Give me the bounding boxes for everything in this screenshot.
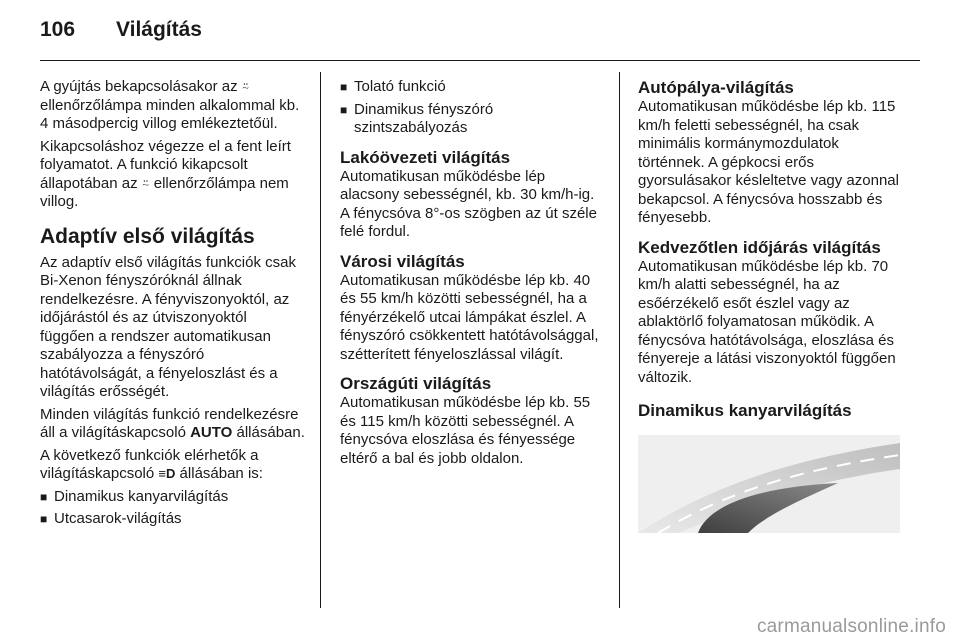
bullet-icon: ■: [40, 512, 48, 526]
page-header: [40, 18, 202, 48]
paragraph: Minden világítás funkció rendelkezésre áll a világításkapcsoló AUTO állásában.: [40, 405, 305, 441]
paragraph: A gyújtás bekapcsolásakor az ⍨ ellenőrzőlámpa minden alkalommal kb. 4 másodpercig villog emlékeztetőül.: [40, 78, 300, 132]
subsection-heading: Kedvezőtlen időjárás világítás: [638, 237, 881, 257]
headlamp-icon: ⍨: [241, 79, 250, 94]
subsection-heading: Lakóövezeti világítás: [340, 147, 511, 167]
paragraph: Automatikusan működésbe lép alacsony sebességnél, kb. 30 km/h-ig. A fénycsóva 8°-os szögben az út széle felé fordul.: [340, 167, 597, 240]
list-item: ■ Utcasarok-világítás: [40, 510, 182, 527]
subsection-heading: Országúti világítás: [340, 374, 492, 393]
subsection-heading: Autópálya-világítás: [638, 78, 794, 97]
subsection-heading: Városi világítás: [340, 251, 465, 271]
bullet-icon: ■: [40, 489, 48, 504]
paragraph: Automatikusan működésbe lép kb. 55 és 115 km/h közötti sebességnél. A fénycsóva eloszlása és fényessége eltérő a bal és jobb oldalon.: [340, 394, 591, 467]
list-item: ■ Tolató funkció: [340, 78, 446, 95]
header-rule: [40, 60, 920, 61]
dynamic-curve-light-illustration: [638, 435, 900, 533]
column-divider: [619, 72, 620, 608]
paragraph: Kikapcsoláshoz végezze el a fent leírt folyamatot. A funkció kikapcsolt állapotában az ⍨ ellenőrzőlámpa nem villog.: [40, 137, 291, 210]
subsection-heading: Dinamikus kanyarvilágítás: [638, 401, 852, 420]
bullet-list: [340, 78, 605, 138]
section-heading: Adaptív első világítás: [40, 224, 255, 248]
paragraph: Az adaptív első világítás funkciók csak Bi-Xenon fényszóróknál állnak rendelkezésre. A fényviszonyoktól, az időjárástól és az útviszonyoktól függően a rendszer automatikusan szabályozza a fényszóró hatótávolságát, a fényeloszlást és a világítás erősségét.: [40, 253, 296, 400]
paragraph: Automatikusan működésbe lép kb. 115 km/h feletti sebességnél, ha csak minimális kormánymozdulatok történnek. A gépkocsi erős gyorsulásakor késleltetve vagy azonnal bekapcsol. A fénycsóva hosszabb és fényesebb.: [638, 98, 899, 226]
column-1: [40, 78, 305, 533]
list-item: ■ Dinamikus kanyarvilágítás: [40, 487, 229, 505]
column-divider: [320, 72, 321, 608]
column-2: [340, 78, 605, 472]
bullet-icon: ■: [340, 102, 348, 117]
auto-label: AUTO: [190, 424, 233, 441]
paragraph: Automatikusan működésbe lép kb. 40 és 55 km/h közötti sebességnél, ha a fényérzékelő utcai lámpákat észlel. A fényszóró csökkentett hatótávolsággal, szétterített fényeloszlással világít.: [340, 271, 599, 363]
bullet-list: [40, 488, 305, 529]
paragraph: A következő funkciók elérhetők a világításkapcsoló ≡D állásában is:: [40, 446, 263, 482]
watermark: carmanualsonline.info: [756, 616, 946, 637]
page-title: Világítás: [116, 18, 202, 41]
page-number: 106: [40, 18, 76, 41]
column-3: [638, 78, 906, 533]
list-item: ■ Dinamikus fényszóró szintszabályozás: [340, 100, 494, 136]
headlamp-icon: ⍨: [141, 175, 150, 191]
paragraph: Automatikusan működésbe lép kb. 70 km/h alatti sebességnél, ha az esőérzékelő esőt észlel vagy az ablaktörlő folyamatosan működik. A fénycsóva hatótávolsága, eloszlása és fényereje a látási viszonyoktól függően változik.: [638, 257, 896, 386]
low-beam-icon: ≡D: [158, 466, 176, 481]
bullet-icon: ■: [340, 80, 348, 94]
